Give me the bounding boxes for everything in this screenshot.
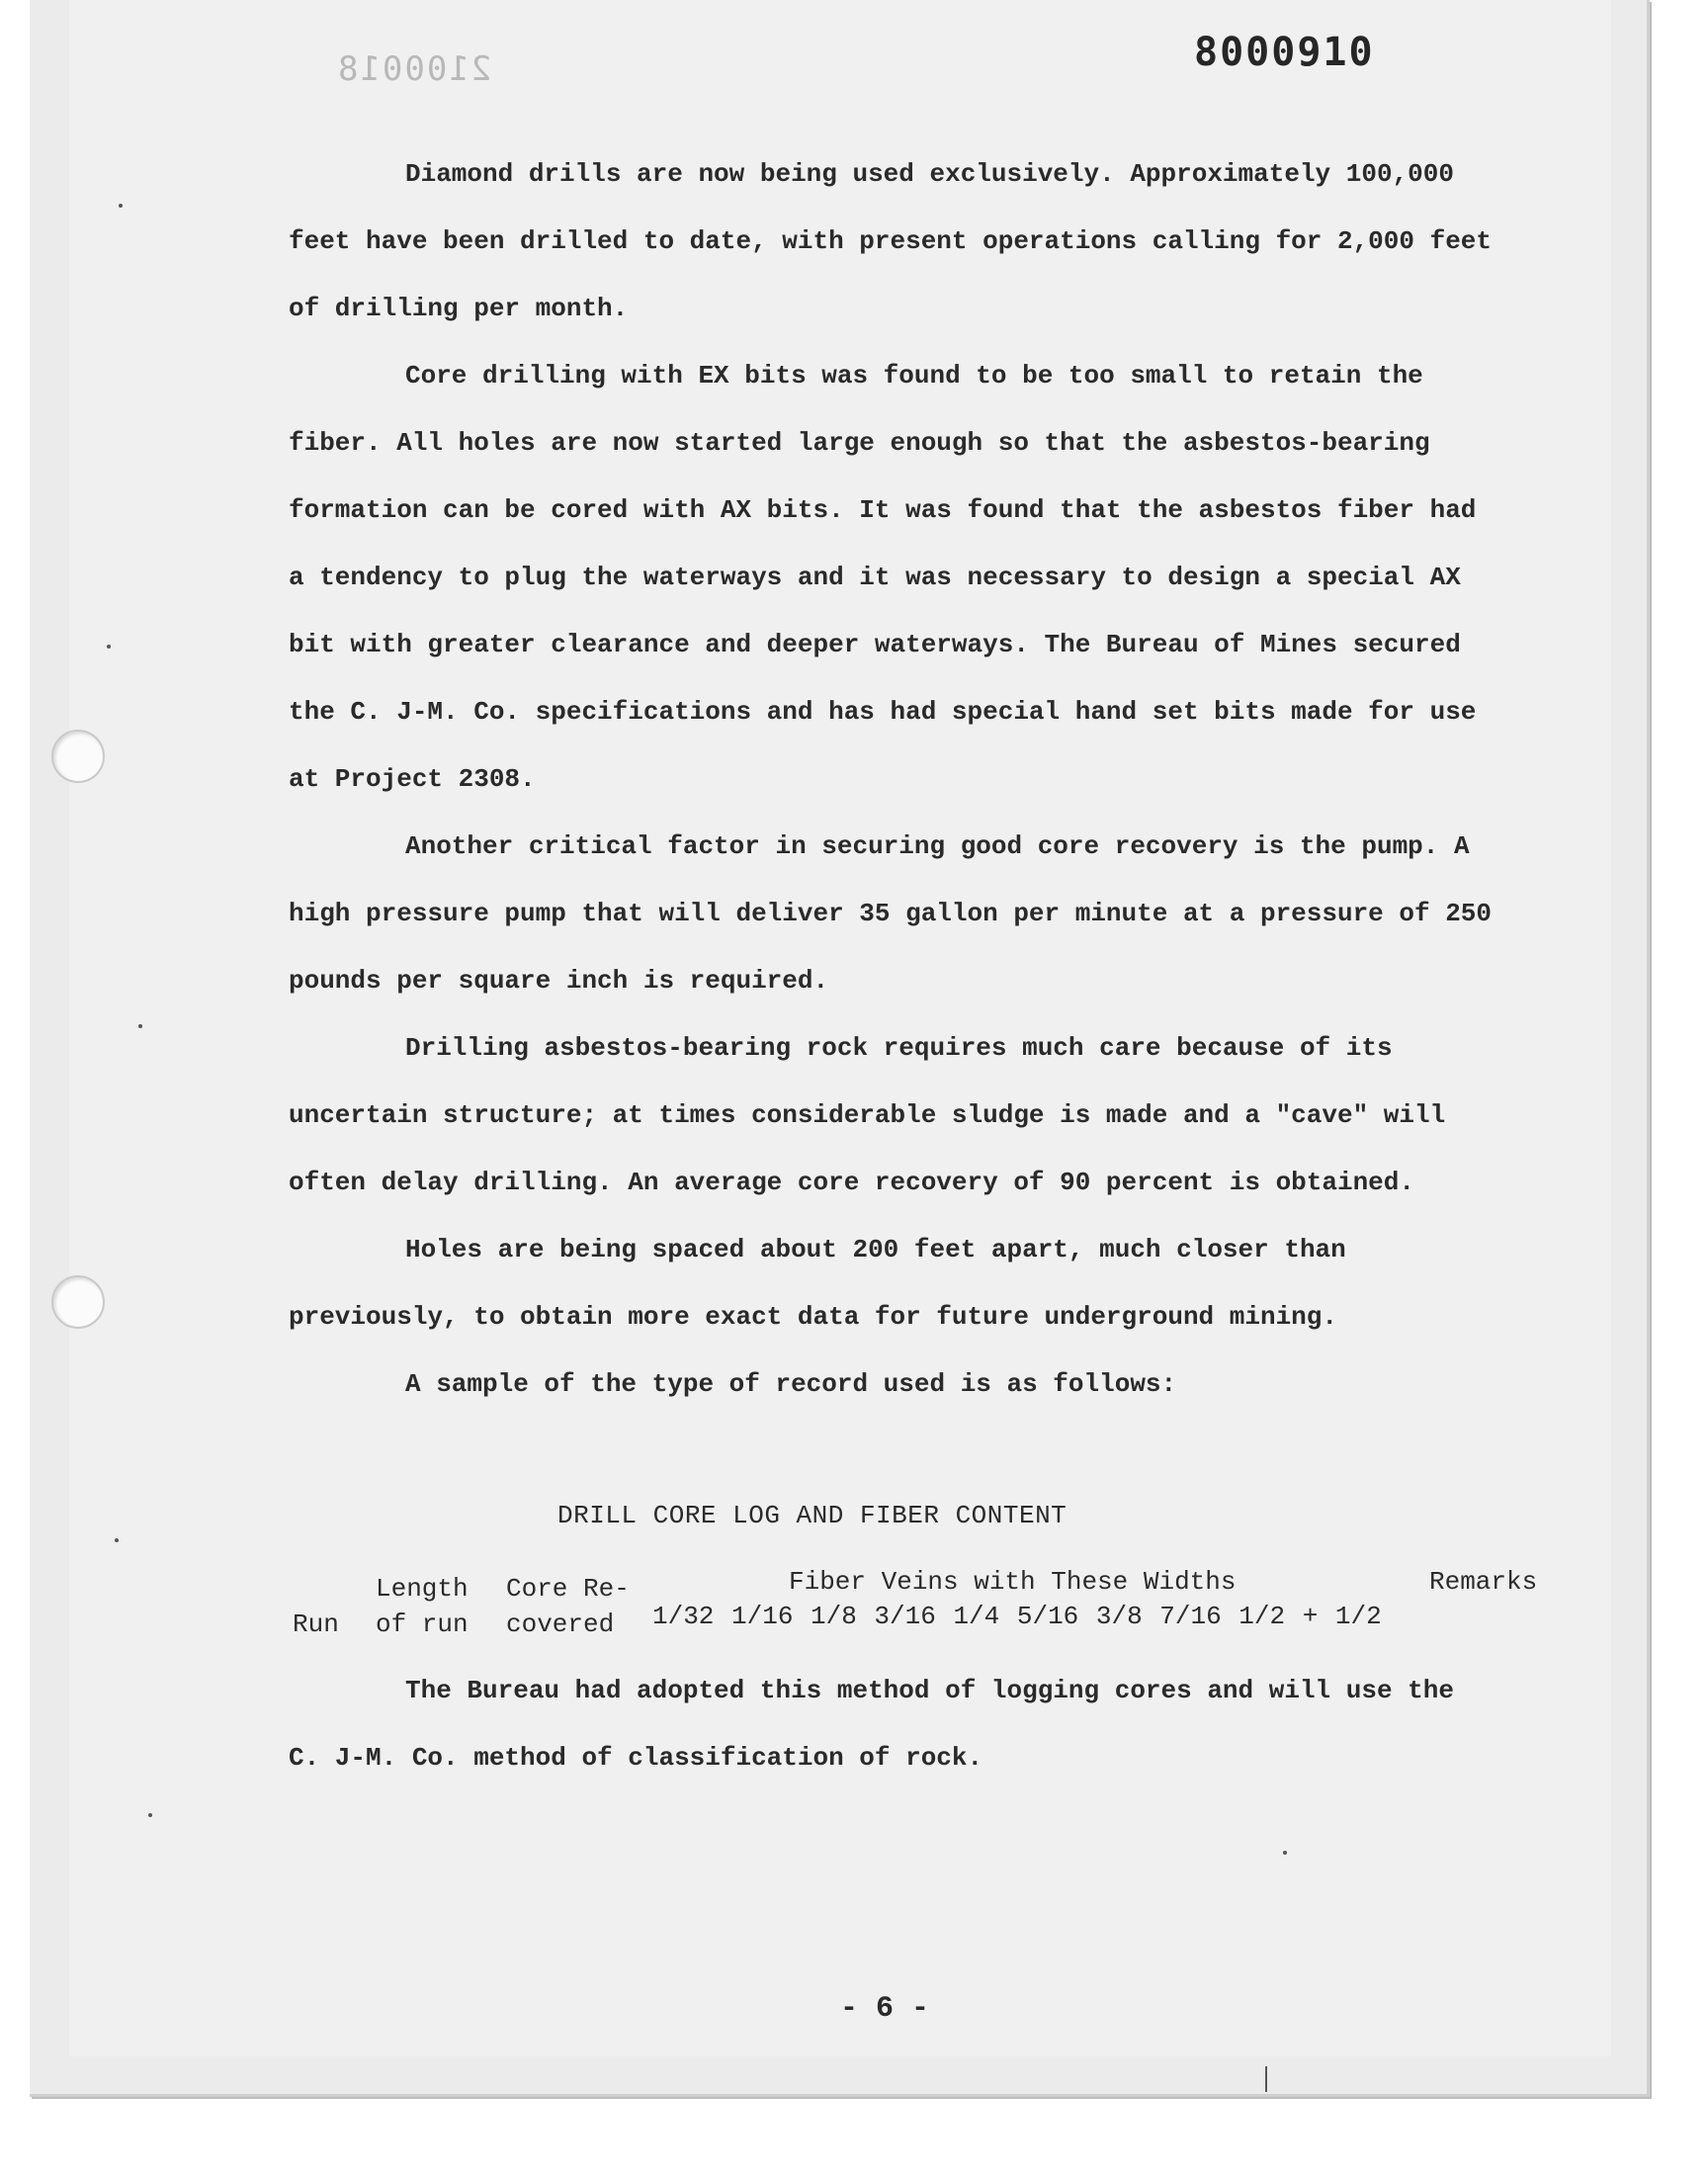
- paragraph-spacing: Holes are being spaced about 200 feet apart, much closer than previously, to obtain more exact data for future underground mining.: [289, 1235, 1346, 1332]
- paragraph-pump: Another critical factor in securing good core recovery is the pump. A high pressure pump that will deliver 35 gallon per minute at a pressure of 250 pounds per square inch is required.: [289, 831, 1492, 996]
- paragraph-closing: The Bureau had adopted this method of logging cores and will use the C. J-M. Co. method of classification of rock.: [289, 1676, 1454, 1773]
- paragraph-core-drilling: Core drilling with EX bits was found to be too small to retain the fiber. All holes are now started large enough so that the asbestos-bearing formation can be cored with AX bits. It was found that the asbestos fiber had a tendency to plug the waterways and it was necessary to design a special AX bit with greater clearance and deeper waterways. The Bureau of Mines secured the C. J-M. Co. specifications and has had special hand set bits made for use at Project 2308.: [289, 361, 1477, 794]
- scan-speck: [107, 645, 111, 649]
- paragraph-sample-intro: A sample of the type of record used is as follows:: [405, 1369, 1177, 1399]
- table-title: DRILL CORE LOG AND FIBER CONTENT: [557, 1501, 1068, 1530]
- page-number: - 6 -: [840, 1992, 930, 2026]
- paragraph-drills: Diamond drills are now being used exclusively. Approximately 100,000 feet have been drilled to date, with present operations calling for 2,000 feet of drilling per month.: [289, 159, 1492, 323]
- bleed-through-number: 2100018: [336, 49, 492, 89]
- header-fiber-group: Fiber Veins with These Widths: [789, 1567, 1237, 1597]
- punch-hole-lower: [51, 1275, 105, 1329]
- paragraph-structure: Drilling asbestos-bearing rock requires much care because of its uncertain structure; at times considerable sludge is made and a "cave" will often delay drilling. An average core recovery of 90 percent is obtained.: [289, 1033, 1446, 1197]
- header-length-line2: of run: [376, 1610, 469, 1639]
- header-run: Run: [293, 1610, 339, 1639]
- scan-speck: [1283, 1851, 1287, 1855]
- header-core-line2: covered: [506, 1610, 615, 1639]
- punch-hole-upper: [51, 730, 105, 783]
- page-body: [289, 140, 1494, 1418]
- scan-speck: [138, 1024, 142, 1028]
- header-vein-widths: 1/32 1/16 1/8 3/16 1/4 5/16 3/8 7/16 1/2 + 1/2: [652, 1602, 1382, 1631]
- header-length-line1: Length: [376, 1574, 469, 1604]
- scan-speck: [119, 204, 123, 208]
- document-number: 8000910: [1194, 30, 1375, 75]
- scan-speck: [115, 1538, 119, 1542]
- scan-speck: [148, 1813, 152, 1817]
- closing-body: [289, 1657, 1494, 1791]
- scan-mark: [1265, 2066, 1267, 2092]
- header-core-line1: Core Re-: [506, 1574, 630, 1604]
- header-remarks: Remarks: [1429, 1567, 1538, 1597]
